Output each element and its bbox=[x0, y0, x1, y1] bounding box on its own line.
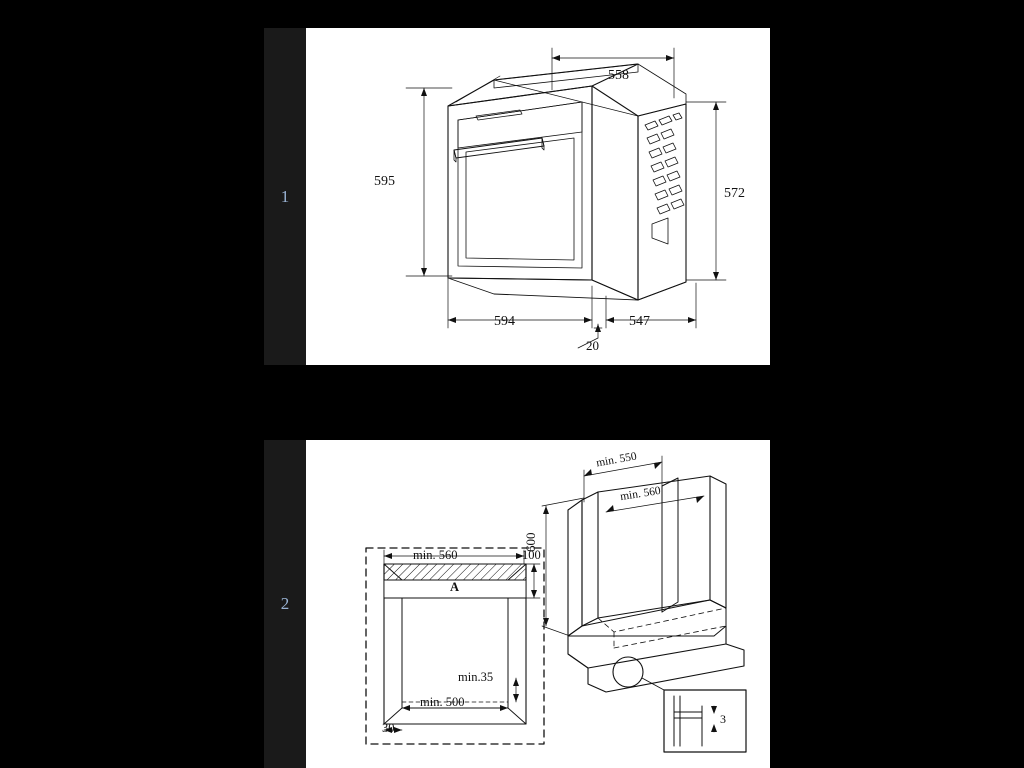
figure-2-number: 2 bbox=[264, 440, 306, 768]
figure-1-drawing bbox=[306, 28, 770, 365]
dim-min-35: min.35 bbox=[458, 670, 494, 684]
label-a: A bbox=[450, 580, 460, 594]
dim-600: 600 bbox=[523, 532, 538, 552]
dim-30: 30 bbox=[382, 721, 395, 735]
dim-min-550: min. 550 bbox=[595, 450, 638, 470]
figure-2 bbox=[264, 440, 770, 768]
figure-1-number: 1 bbox=[264, 28, 306, 365]
dim-3: 3 bbox=[720, 712, 726, 726]
figure-1 bbox=[264, 28, 770, 365]
dim-100: 100 bbox=[522, 548, 541, 562]
dim-558: 558 bbox=[608, 68, 629, 83]
dim-min-560-iso: min. 560 bbox=[619, 484, 662, 504]
figure-2-drawing bbox=[306, 440, 770, 768]
cabinet-cutout-drawing bbox=[306, 440, 770, 768]
oven-dimension-drawing bbox=[306, 28, 770, 365]
dim-min-500: min. 500 bbox=[420, 695, 465, 709]
dim-595: 595 bbox=[374, 174, 395, 189]
dim-572: 572 bbox=[724, 186, 745, 201]
dim-20: 20 bbox=[586, 338, 599, 353]
dim-min-560-front: min. 560 bbox=[413, 548, 458, 562]
dim-594: 594 bbox=[494, 314, 515, 329]
dim-547: 547 bbox=[629, 314, 650, 329]
